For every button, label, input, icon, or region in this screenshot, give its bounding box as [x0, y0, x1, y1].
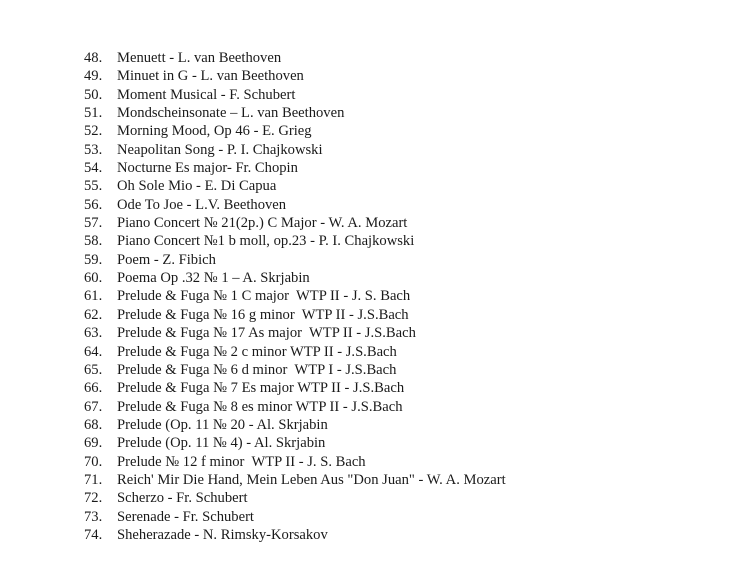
item-title: Mondscheinsonate – L. van Beethoven	[117, 105, 345, 122]
item-number: 70.	[84, 453, 103, 470]
item-title: Ode To Joe - L.V. Beethoven	[117, 196, 287, 213]
item-number: 71.	[84, 471, 103, 488]
list-item	[84, 122, 506, 140]
list-item	[84, 251, 506, 269]
item-title: Piano Concert №1 b moll, op.23 - P. I. Chajkowski	[117, 233, 415, 250]
item-number: 66.	[84, 380, 103, 397]
item-title: Menuett - L. van Beethoven	[117, 50, 282, 66]
music-title-list	[84, 49, 506, 544]
list-item	[84, 177, 506, 195]
item-number: 50.	[84, 86, 103, 103]
list-item	[84, 324, 506, 342]
list-item	[84, 398, 506, 416]
list-item	[84, 141, 506, 159]
item-title: Prelude & Fuga № 2 c minor WTP II - J.S.Bach	[117, 343, 397, 360]
item-title: Minuet in G - L. van Beethoven	[117, 68, 304, 85]
item-number: 74.	[84, 526, 103, 543]
list-item	[84, 104, 506, 122]
list-item	[84, 526, 506, 544]
list-item	[84, 343, 506, 361]
list-item	[84, 159, 506, 177]
item-title: Scherzo - Fr. Schubert	[117, 490, 248, 507]
item-number: 72.	[84, 490, 103, 507]
list-item	[84, 434, 506, 452]
list-item	[84, 379, 506, 397]
item-title: Moment Musical - F. Schubert	[117, 86, 296, 103]
item-title: Nocturne Es major- Fr. Chopin	[117, 160, 298, 177]
item-number: 64.	[84, 343, 103, 360]
item-title: Prelude & Fuga № 7 Es major WTP II - J.S.Bach	[117, 380, 405, 397]
list-item	[84, 287, 506, 305]
item-number: 56.	[84, 196, 103, 213]
item-number: 61.	[84, 288, 103, 305]
item-number: 63.	[84, 325, 103, 342]
item-number: 54.	[84, 160, 103, 177]
item-title: Sheherazade - N. Rimsky-Korsakov	[117, 526, 328, 543]
item-title: Prelude & Fuga № 6 d minor WTP I - J.S.Bach	[117, 361, 397, 378]
list-item	[84, 214, 506, 232]
item-title: Poema Op .32 № 1 – A. Skrjabin	[117, 270, 310, 287]
item-title: Prelude & Fuga № 8 es minor WTP II - J.S.Bach	[117, 398, 403, 415]
list-item	[84, 67, 506, 85]
item-title: Neapolitan Song - P. I. Chajkowski	[117, 141, 323, 158]
item-number: 60.	[84, 270, 103, 287]
item-number: 65.	[84, 361, 103, 378]
item-title: Poem - Z. Fibich	[117, 251, 216, 268]
item-number: 57.	[84, 215, 103, 232]
list-item	[84, 416, 506, 434]
list-item	[84, 471, 506, 489]
item-number: 55.	[84, 178, 103, 195]
item-number: 58.	[84, 233, 103, 250]
item-title: Reich' Mir Die Hand, Mein Leben Aus "Don Juan" - W. A. Mozart	[117, 471, 506, 488]
list-item	[84, 361, 506, 379]
item-title: Prelude № 12 f minor WTP II - J. S. Bach	[117, 453, 366, 470]
list-item	[84, 508, 506, 526]
item-number: 68.	[84, 416, 103, 433]
list-item	[84, 453, 506, 471]
item-title: Prelude (Op. 11 № 4) - Al. Skrjabin	[117, 435, 326, 452]
item-number: 69.	[84, 435, 103, 452]
item-number: 59.	[84, 251, 103, 268]
item-title: Prelude & Fuga № 1 C major WTP II - J. S. Bach	[117, 288, 411, 305]
list-item	[84, 86, 506, 104]
list-item	[84, 269, 506, 287]
item-number: 48.	[84, 50, 103, 66]
list-item	[84, 232, 506, 250]
item-title: Prelude & Fuga № 16 g minor WTP II - J.S.Bach	[117, 306, 409, 323]
list-item	[84, 306, 506, 324]
item-number: 49.	[84, 68, 103, 85]
list-item	[84, 196, 506, 214]
list-item	[84, 49, 506, 67]
item-title: Prelude & Fuga № 17 As major WTP II - J.S.Bach	[117, 325, 416, 342]
item-number: 51.	[84, 105, 103, 122]
item-title: Piano Concert № 21(2p.) C Major - W. A. Mozart	[117, 215, 408, 232]
item-number: 73.	[84, 508, 103, 525]
item-title: Oh Sole Mio - E. Di Capua	[117, 178, 277, 195]
item-title: Serenade - Fr. Schubert	[117, 508, 254, 525]
item-number: 67.	[84, 398, 103, 415]
item-number: 62.	[84, 306, 103, 323]
list-item	[84, 489, 506, 507]
item-number: 52.	[84, 123, 103, 140]
item-title: Prelude (Op. 11 № 20 - Al. Skrjabin	[117, 416, 328, 433]
item-title: Morning Mood, Op 46 - E. Grieg	[117, 123, 312, 140]
item-number: 53.	[84, 141, 103, 158]
